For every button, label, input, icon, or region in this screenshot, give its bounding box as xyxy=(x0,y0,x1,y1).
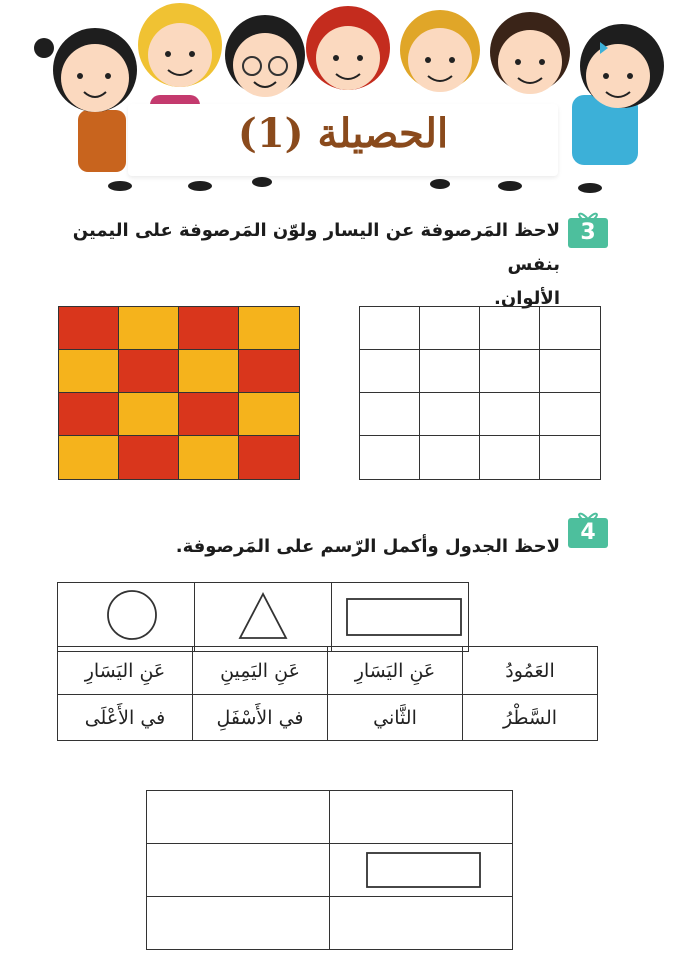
red-cell xyxy=(179,393,239,436)
triangle-icon xyxy=(196,584,330,646)
shapes-table xyxy=(57,582,469,652)
exercise4-instruction: لاحظ الجدول وأكمل الرّسم على المَرصوفة. xyxy=(175,536,560,557)
table-cell: العَمُودُ xyxy=(463,647,598,695)
grid-cell[interactable] xyxy=(330,844,513,897)
target-empty-grid[interactable] xyxy=(359,306,601,480)
empty-cell[interactable] xyxy=(360,436,420,479)
child-figure xyxy=(225,15,305,97)
circle-icon xyxy=(59,584,193,646)
yellow-cell xyxy=(119,307,179,350)
grid-cell[interactable] xyxy=(330,897,513,950)
red-cell xyxy=(119,350,179,393)
empty-cell[interactable] xyxy=(480,350,540,393)
child-figure xyxy=(34,28,137,172)
red-cell xyxy=(239,350,299,393)
empty-cell[interactable] xyxy=(540,393,600,436)
table-cell: عَنِ اليَسَارِ xyxy=(328,647,463,695)
empty-cell[interactable] xyxy=(420,436,480,479)
empty-cell[interactable] xyxy=(540,307,600,350)
rectangle-icon xyxy=(330,844,510,897)
child-figure xyxy=(490,12,570,94)
grid-cell[interactable] xyxy=(147,897,330,950)
empty-cell[interactable] xyxy=(420,350,480,393)
table-cell: في الأَسْفَلِ xyxy=(193,695,328,741)
empty-cell[interactable] xyxy=(480,307,540,350)
yellow-cell xyxy=(179,350,239,393)
red-cell xyxy=(59,307,119,350)
shape-cell xyxy=(332,583,469,652)
yellow-cell xyxy=(119,393,179,436)
child-figure xyxy=(572,24,664,165)
table-cell: الثَّاني xyxy=(328,695,463,741)
legend-table xyxy=(57,646,598,741)
child-figure xyxy=(306,6,390,90)
exercise-number-badge: 4 xyxy=(568,510,608,548)
red-cell xyxy=(179,307,239,350)
red-cell xyxy=(119,436,179,479)
empty-cell[interactable] xyxy=(540,436,600,479)
drawing-grid[interactable] xyxy=(146,790,513,950)
table-cell: في الأَعْلَى xyxy=(58,695,193,741)
table-cell: السَّطْرُ xyxy=(463,695,598,741)
empty-cell[interactable] xyxy=(540,350,600,393)
empty-cell[interactable] xyxy=(480,436,540,479)
child-figure xyxy=(400,10,480,92)
empty-cell[interactable] xyxy=(360,350,420,393)
yellow-cell xyxy=(59,436,119,479)
source-colored-grid xyxy=(58,306,300,480)
yellow-cell xyxy=(239,393,299,436)
empty-cell[interactable] xyxy=(480,393,540,436)
exercise3-instruction: لاحظ المَرصوفة عن اليسار ولوّن المَرصوفة على اليمين بنفس الألوان. xyxy=(72,220,560,309)
empty-cell[interactable] xyxy=(360,307,420,350)
table-cell: عَنِ اليَمِينِ xyxy=(193,647,328,695)
yellow-cell xyxy=(239,307,299,350)
rectangle-icon xyxy=(333,584,467,646)
shape-cell xyxy=(195,583,332,652)
grid-cell[interactable] xyxy=(330,791,513,844)
empty-cell[interactable] xyxy=(420,307,480,350)
shape-cell xyxy=(58,583,195,652)
red-cell xyxy=(59,393,119,436)
yellow-cell xyxy=(179,436,239,479)
table-cell: عَنِ اليَسَارِ xyxy=(58,647,193,695)
grid-cell[interactable] xyxy=(147,844,330,897)
grid-cell[interactable] xyxy=(147,791,330,844)
yellow-cell xyxy=(59,350,119,393)
page-title: الحصيلة (1) xyxy=(237,110,449,157)
red-cell xyxy=(239,436,299,479)
exercise-number-badge: 3 xyxy=(568,210,608,248)
empty-cell[interactable] xyxy=(420,393,480,436)
empty-cell[interactable] xyxy=(360,393,420,436)
